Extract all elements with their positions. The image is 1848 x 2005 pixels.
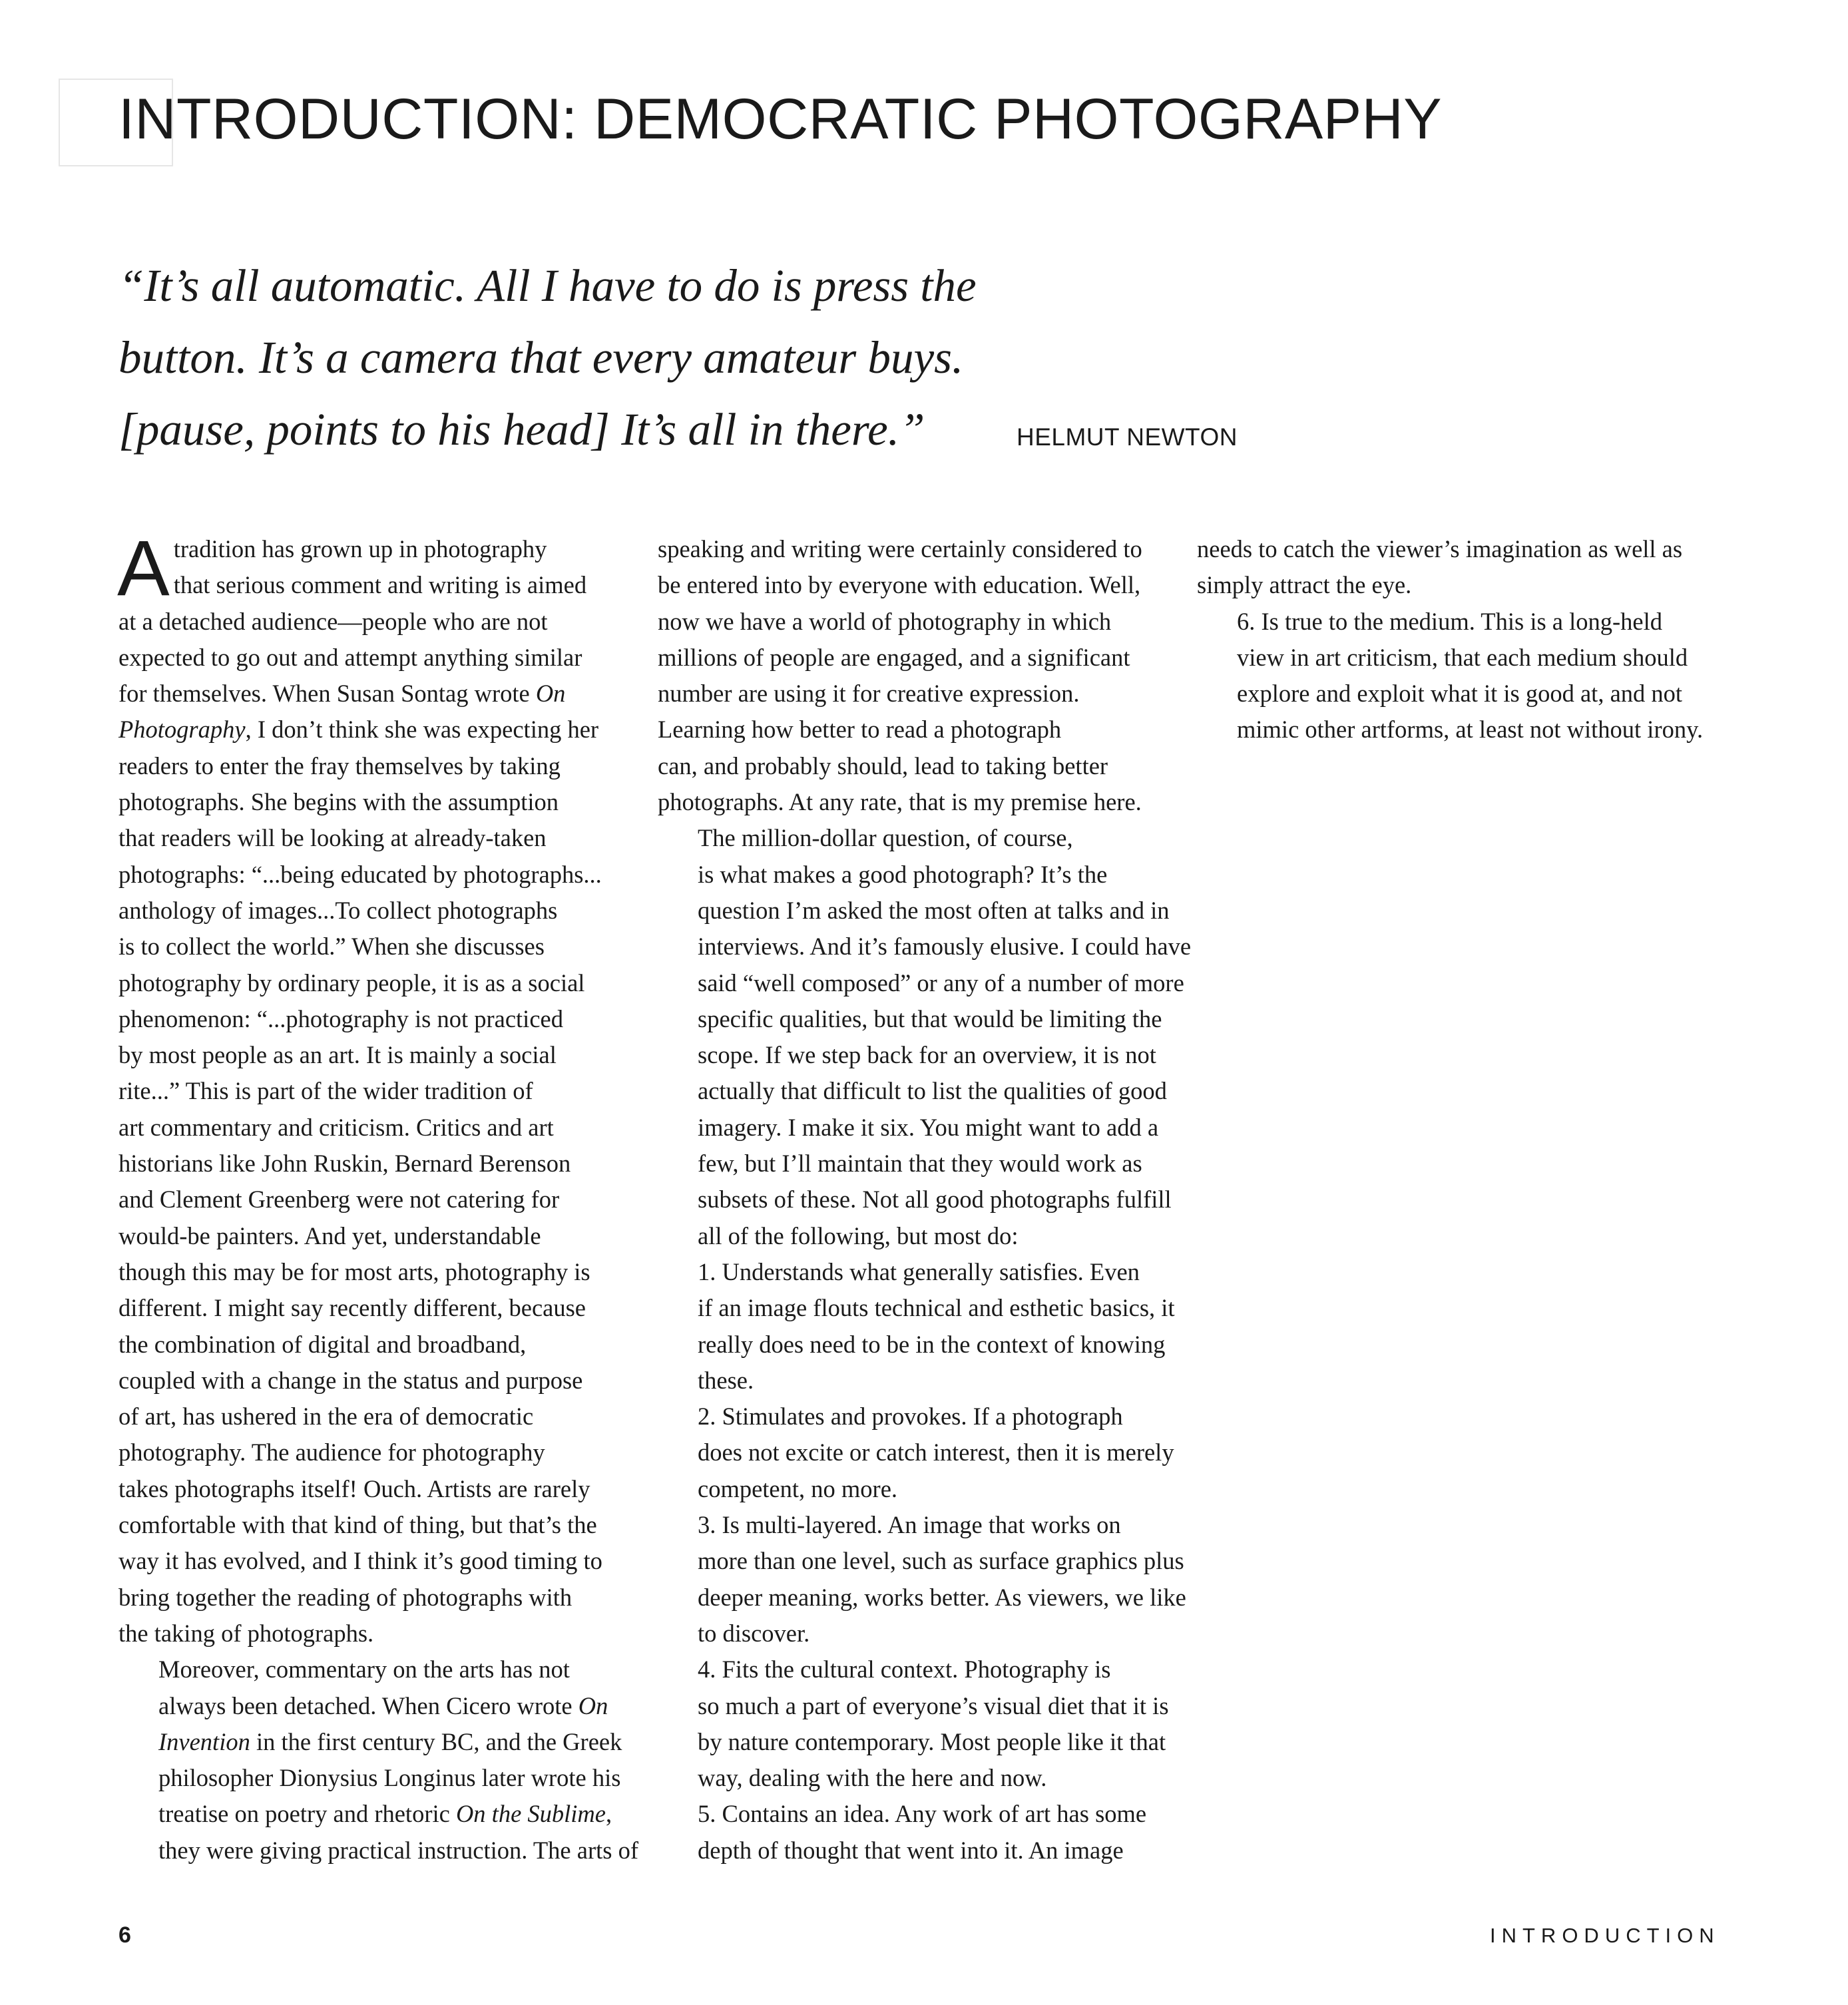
running-head: INTRODUCTION: [1490, 1924, 1720, 1947]
text-line: photographs. She begins with the assumption: [118, 788, 559, 816]
body-paragraph: [118, 1652, 638, 1869]
text-line: coupled with a change in the status and purpose: [118, 1366, 583, 1394]
text-line: photography. The audience for photography: [118, 1439, 545, 1466]
text-line: photographs: “...being educated by photographs...: [118, 860, 602, 888]
text-line: these.: [698, 1366, 754, 1394]
text-line: different. I might say recently different, because: [118, 1294, 586, 1322]
text-line: speaking and writing were certainly considered to: [658, 535, 1142, 562]
text-line: art commentary and criticism. Critics and art: [118, 1113, 554, 1141]
text-line: way, dealing with the here and now.: [698, 1764, 1047, 1792]
text-line: they were giving practical instruction. The arts of: [158, 1836, 638, 1864]
text-line: takes photographs itself! Ouch. Artists are rarely: [118, 1474, 590, 1502]
text-line: 5. Contains an idea. Any work of art has some: [698, 1800, 1147, 1828]
text-line: bring together the reading of photographs with: [118, 1583, 573, 1611]
drop-cap: A: [117, 525, 170, 612]
text-line: that readers will be looking at already-taken: [118, 824, 547, 852]
epigraph-attribution: HELMUT NEWTON: [1017, 423, 1238, 451]
text-line: imagery. I make it six. You might want to add a: [698, 1113, 1159, 1141]
text-line: always been detached. When Cicero wrote On: [158, 1691, 608, 1719]
text-line: millions of people are engaged, and a significant: [658, 643, 1130, 671]
text-line: Moreover, commentary on the arts has not: [158, 1656, 570, 1683]
epigraph-line: [pause, points to his head] It’s all in there.”: [118, 404, 925, 455]
text-line: photographs. At any rate, that is my premise here.: [658, 788, 1142, 816]
text-line: 6. Is true to the medium. This is a long-held: [1237, 607, 1662, 635]
body-paragraph: [117, 525, 624, 1652]
text-line: few, but I’ll maintain that they would work as: [698, 1150, 1142, 1178]
text-line: way it has evolved, and I think it’s good timing to: [118, 1547, 602, 1575]
text-line: anthology of images...To collect photographs: [118, 896, 558, 924]
text-line: expected to go out and attempt anything similar: [118, 643, 582, 671]
epigraph-line: “It’s all automatic. All I have to do is press the: [118, 260, 977, 311]
text-line: and Clement Greenberg were not catering for: [118, 1186, 560, 1214]
text-line: explore and exploit what it is good at, and not: [1237, 680, 1683, 708]
text-line: is to collect the world.” When she discusses: [118, 933, 545, 961]
text-line: The million-dollar question, of course,: [698, 824, 1073, 852]
text-line: rite...” This is part of the wider tradition of: [118, 1077, 533, 1105]
text-line: would-be painters. And yet, understandable: [118, 1222, 541, 1249]
body-paragraph: [1197, 531, 1730, 604]
page-title: INTRODUCTION: DEMOCRATIC PHOTOGRAPHY: [118, 87, 1443, 151]
body-paragraph: [1197, 604, 1730, 748]
text-line: Invention in the first century BC, and the Greek: [158, 1727, 622, 1755]
body-column-1: [117, 525, 638, 1869]
page-number: 6: [118, 1922, 131, 1948]
text-line: 1. Understands what generally satisfies. Even: [698, 1257, 1140, 1285]
text-line: 4. Fits the cultural context. Photography is: [698, 1656, 1111, 1683]
text-line: number are using it for creative expression.: [658, 680, 1080, 708]
text-line: to discover.: [698, 1619, 810, 1647]
text-line: does not excite or catch interest, then it is merely: [698, 1439, 1174, 1466]
text-line: phenomenon: “...photography is not practiced: [118, 1004, 563, 1032]
text-line: by most people as an art. It is mainly a social: [118, 1041, 557, 1069]
text-line: readers to enter the fray themselves by taking: [118, 752, 561, 780]
text-line: be entered into by everyone with education. Well,: [658, 571, 1141, 599]
body-paragraph: [658, 820, 1192, 1254]
text-line: 2. Stimulates and provokes. If a photograph: [698, 1403, 1123, 1431]
text-line: philosopher Dionysius Longinus later wrote his: [158, 1764, 621, 1792]
text-line: the combination of digital and broadband,: [118, 1330, 527, 1358]
text-line: Photography, I don’t think she was expecting her: [118, 716, 599, 744]
text-line: comfortable with that kind of thing, but that’s the: [118, 1511, 597, 1539]
text-line: simply attract the eye.: [1197, 571, 1412, 599]
text-line: scope. If we step back for an overview, it is not: [698, 1041, 1156, 1069]
text-line: Learning how better to read a photograph: [658, 716, 1062, 744]
text-line: more than one level, such as surface graphics plus: [698, 1547, 1184, 1575]
text-line: can, and probably should, lead to taking better: [658, 752, 1108, 780]
text-line: though this may be for most arts, photography is: [118, 1257, 590, 1285]
text-line: at a detached audience—people who are not: [118, 607, 548, 635]
text-line: of art, has ushered in the era of democratic: [118, 1403, 534, 1431]
text-line: competent, no more.: [698, 1474, 898, 1502]
text-line: deeper meaning, works better. As viewers, we like: [698, 1583, 1186, 1611]
text-line: if an image flouts technical and esthetic basics, it: [698, 1294, 1175, 1322]
text-line: photography by ordinary people, it is as a social: [118, 969, 585, 997]
body-paragraph: [658, 1254, 1175, 1399]
body-column-3: [1197, 531, 1730, 748]
body-paragraph: [658, 1796, 1164, 1869]
text-line: the taking of photographs.: [118, 1619, 374, 1647]
text-line: historians like John Ruskin, Bernard Berenson: [118, 1150, 571, 1178]
text-line: by nature contemporary. Most people like it that: [698, 1727, 1166, 1755]
text-line: specific qualities, but that would be limiting the: [698, 1004, 1162, 1032]
text-line: is what makes a good photograph? It’s the: [698, 860, 1108, 888]
text-line: 3. Is multi-layered. An image that works on: [698, 1511, 1121, 1539]
text-line: mimic other artforms, at least not without irony.: [1237, 716, 1704, 744]
text-line: depth of thought that went into it. An image: [698, 1836, 1124, 1864]
body-paragraph: [658, 1399, 1174, 1507]
text-line: for themselves. When Susan Sontag wrote On: [118, 680, 566, 708]
text-line: treatise on poetry and rhetoric On the Sublime,: [158, 1800, 612, 1828]
text-line: said “well composed” or any of a number of more: [698, 969, 1184, 997]
body-column-2: [658, 531, 1192, 1869]
text-line: tradition has grown up in photography: [173, 535, 547, 562]
text-line: question I’m asked the most often at talks and in: [698, 896, 1170, 924]
epigraph-line: button. It’s a camera that every amateur buys.: [118, 332, 964, 383]
text-line: view in art criticism, that each medium should: [1237, 643, 1688, 671]
text-line: all of the following, but most do:: [698, 1222, 1019, 1249]
text-line: now we have a world of photography in which: [658, 607, 1112, 635]
text-line: really does need to be in the context of knowing: [698, 1330, 1166, 1358]
text-line: subsets of these. Not all good photographs fulfill: [698, 1186, 1172, 1214]
body-paragraph: [658, 1652, 1169, 1796]
text-line: so much a part of everyone’s visual diet that it is: [698, 1691, 1169, 1719]
text-line: that serious comment and writing is aimed: [173, 571, 587, 599]
text-line: needs to catch the viewer’s imagination as well as: [1197, 535, 1683, 562]
text-line: actually that difficult to list the qualities of good: [698, 1077, 1167, 1105]
body-paragraph: [658, 1507, 1186, 1652]
body-paragraph: [658, 531, 1164, 820]
text-line: interviews. And it’s famously elusive. I could have: [698, 933, 1192, 961]
